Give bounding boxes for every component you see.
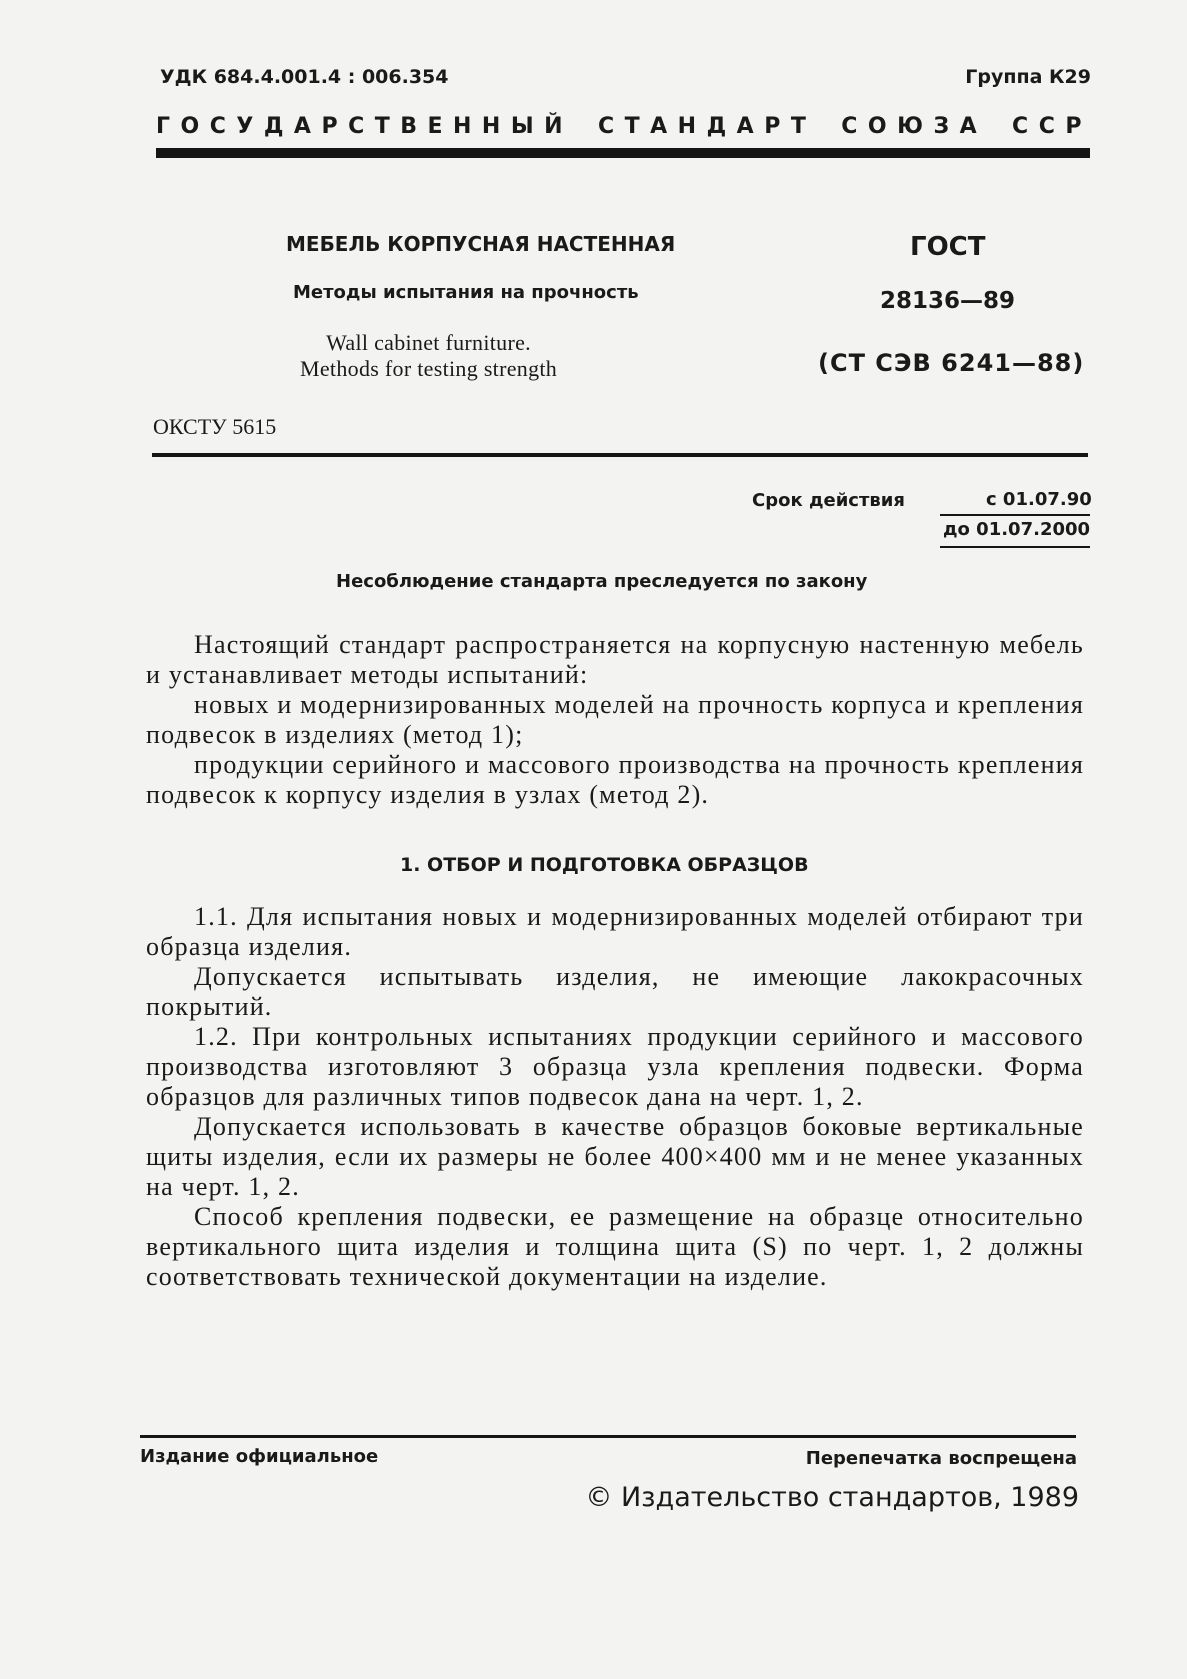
intro-paragraph: продукции серийного и массового производства на прочность крепления подвесок к корпусу изделия в узлах (метод 2).: [146, 750, 1084, 809]
okstu-code: ОКСТУ 5615: [153, 414, 277, 439]
validity-underline-2: [940, 546, 1090, 548]
classification-group: Группа К29: [965, 66, 1091, 88]
intro-paragraph: новых и модернизированных моделей на прочность корпуса и крепления подвесок в изделиях (метод 1);: [146, 690, 1084, 749]
footer-divider: [140, 1435, 1076, 1438]
udk-code: УДК 684.4.001.4 : 006.354: [160, 66, 449, 88]
validity-label: Срок действия: [752, 490, 905, 511]
section-paragraph: 1.1. Для испытания новых и модернизированных моделей отбирают три образца изделия.: [146, 902, 1084, 961]
banner-word-3: СОЮЗА: [841, 114, 988, 139]
section-heading: 1. ОТБОР И ПОДГОТОВКА ОБРАЗЦОВ: [400, 854, 809, 876]
english-title-line-2: Methods for testing strength: [300, 356, 558, 381]
reprint-note: Перепечатка воспрещена: [805, 1448, 1077, 1469]
gost-number: 28136—89: [880, 288, 1016, 314]
validity-underline-1: [940, 514, 1090, 516]
english-title-line-1: Wall cabinet furniture.: [326, 330, 531, 355]
state-standard-banner: [156, 114, 1092, 139]
section-paragraph: 1.2. При контрольных испытаниях продукции серийного и массового производства изготовляют 3 образца узла крепления подвески. Форма образцов для различных типов подвесок дана на черт. 1, 2.: [146, 1022, 1084, 1111]
section-paragraph: Способ крепления подвески, ее размещение на образце относительно вертикального щита изделия и толщина щита (S) по черт. 1, 2 должны соответствовать технической документации на изделие.: [146, 1202, 1084, 1291]
gost-label: ГОСТ: [910, 232, 986, 262]
english-title: [300, 330, 557, 382]
banner-word-1: ГОСУДАРСТВЕННЫЙ: [156, 114, 574, 139]
document-title: МЕБЕЛЬ КОРПУСНАЯ НАСТЕННАЯ: [286, 232, 676, 256]
section-1-text: [146, 902, 1084, 1292]
document-subtitle: Методы испытания на прочность: [293, 282, 639, 303]
section-paragraph: Допускается испытывать изделия, не имеющие лакокрасочных покрытий.: [146, 962, 1084, 1021]
validity-from: с 01.07.90: [986, 489, 1092, 510]
banner-word-2: СТАНДАРТ: [598, 114, 817, 139]
intro-text: [146, 630, 1084, 810]
title-divider: [152, 453, 1088, 457]
header-divider: [156, 148, 1090, 158]
section-paragraph: Допускается использовать в качестве образцов боковые вертикальные щиты изделия, если их размеры не более 400×400 мм и не менее указанных на черт. 1, 2.: [146, 1112, 1084, 1201]
legal-notice: Несоблюдение стандарта преследуется по закону: [336, 571, 868, 592]
banner-word-4: ССР: [1012, 114, 1092, 139]
copyright-notice: © Издательство стандартов, 1989: [585, 1482, 1079, 1513]
edition-note: Издание официальное: [140, 1446, 379, 1467]
validity-to: до 01.07.2000: [943, 519, 1091, 540]
st-sev-reference: (СТ СЭВ 6241—88): [818, 349, 1085, 377]
intro-paragraph: Настоящий стандарт распространяется на корпусную настенную мебель и устанавливает методы испытаний:: [146, 630, 1084, 689]
